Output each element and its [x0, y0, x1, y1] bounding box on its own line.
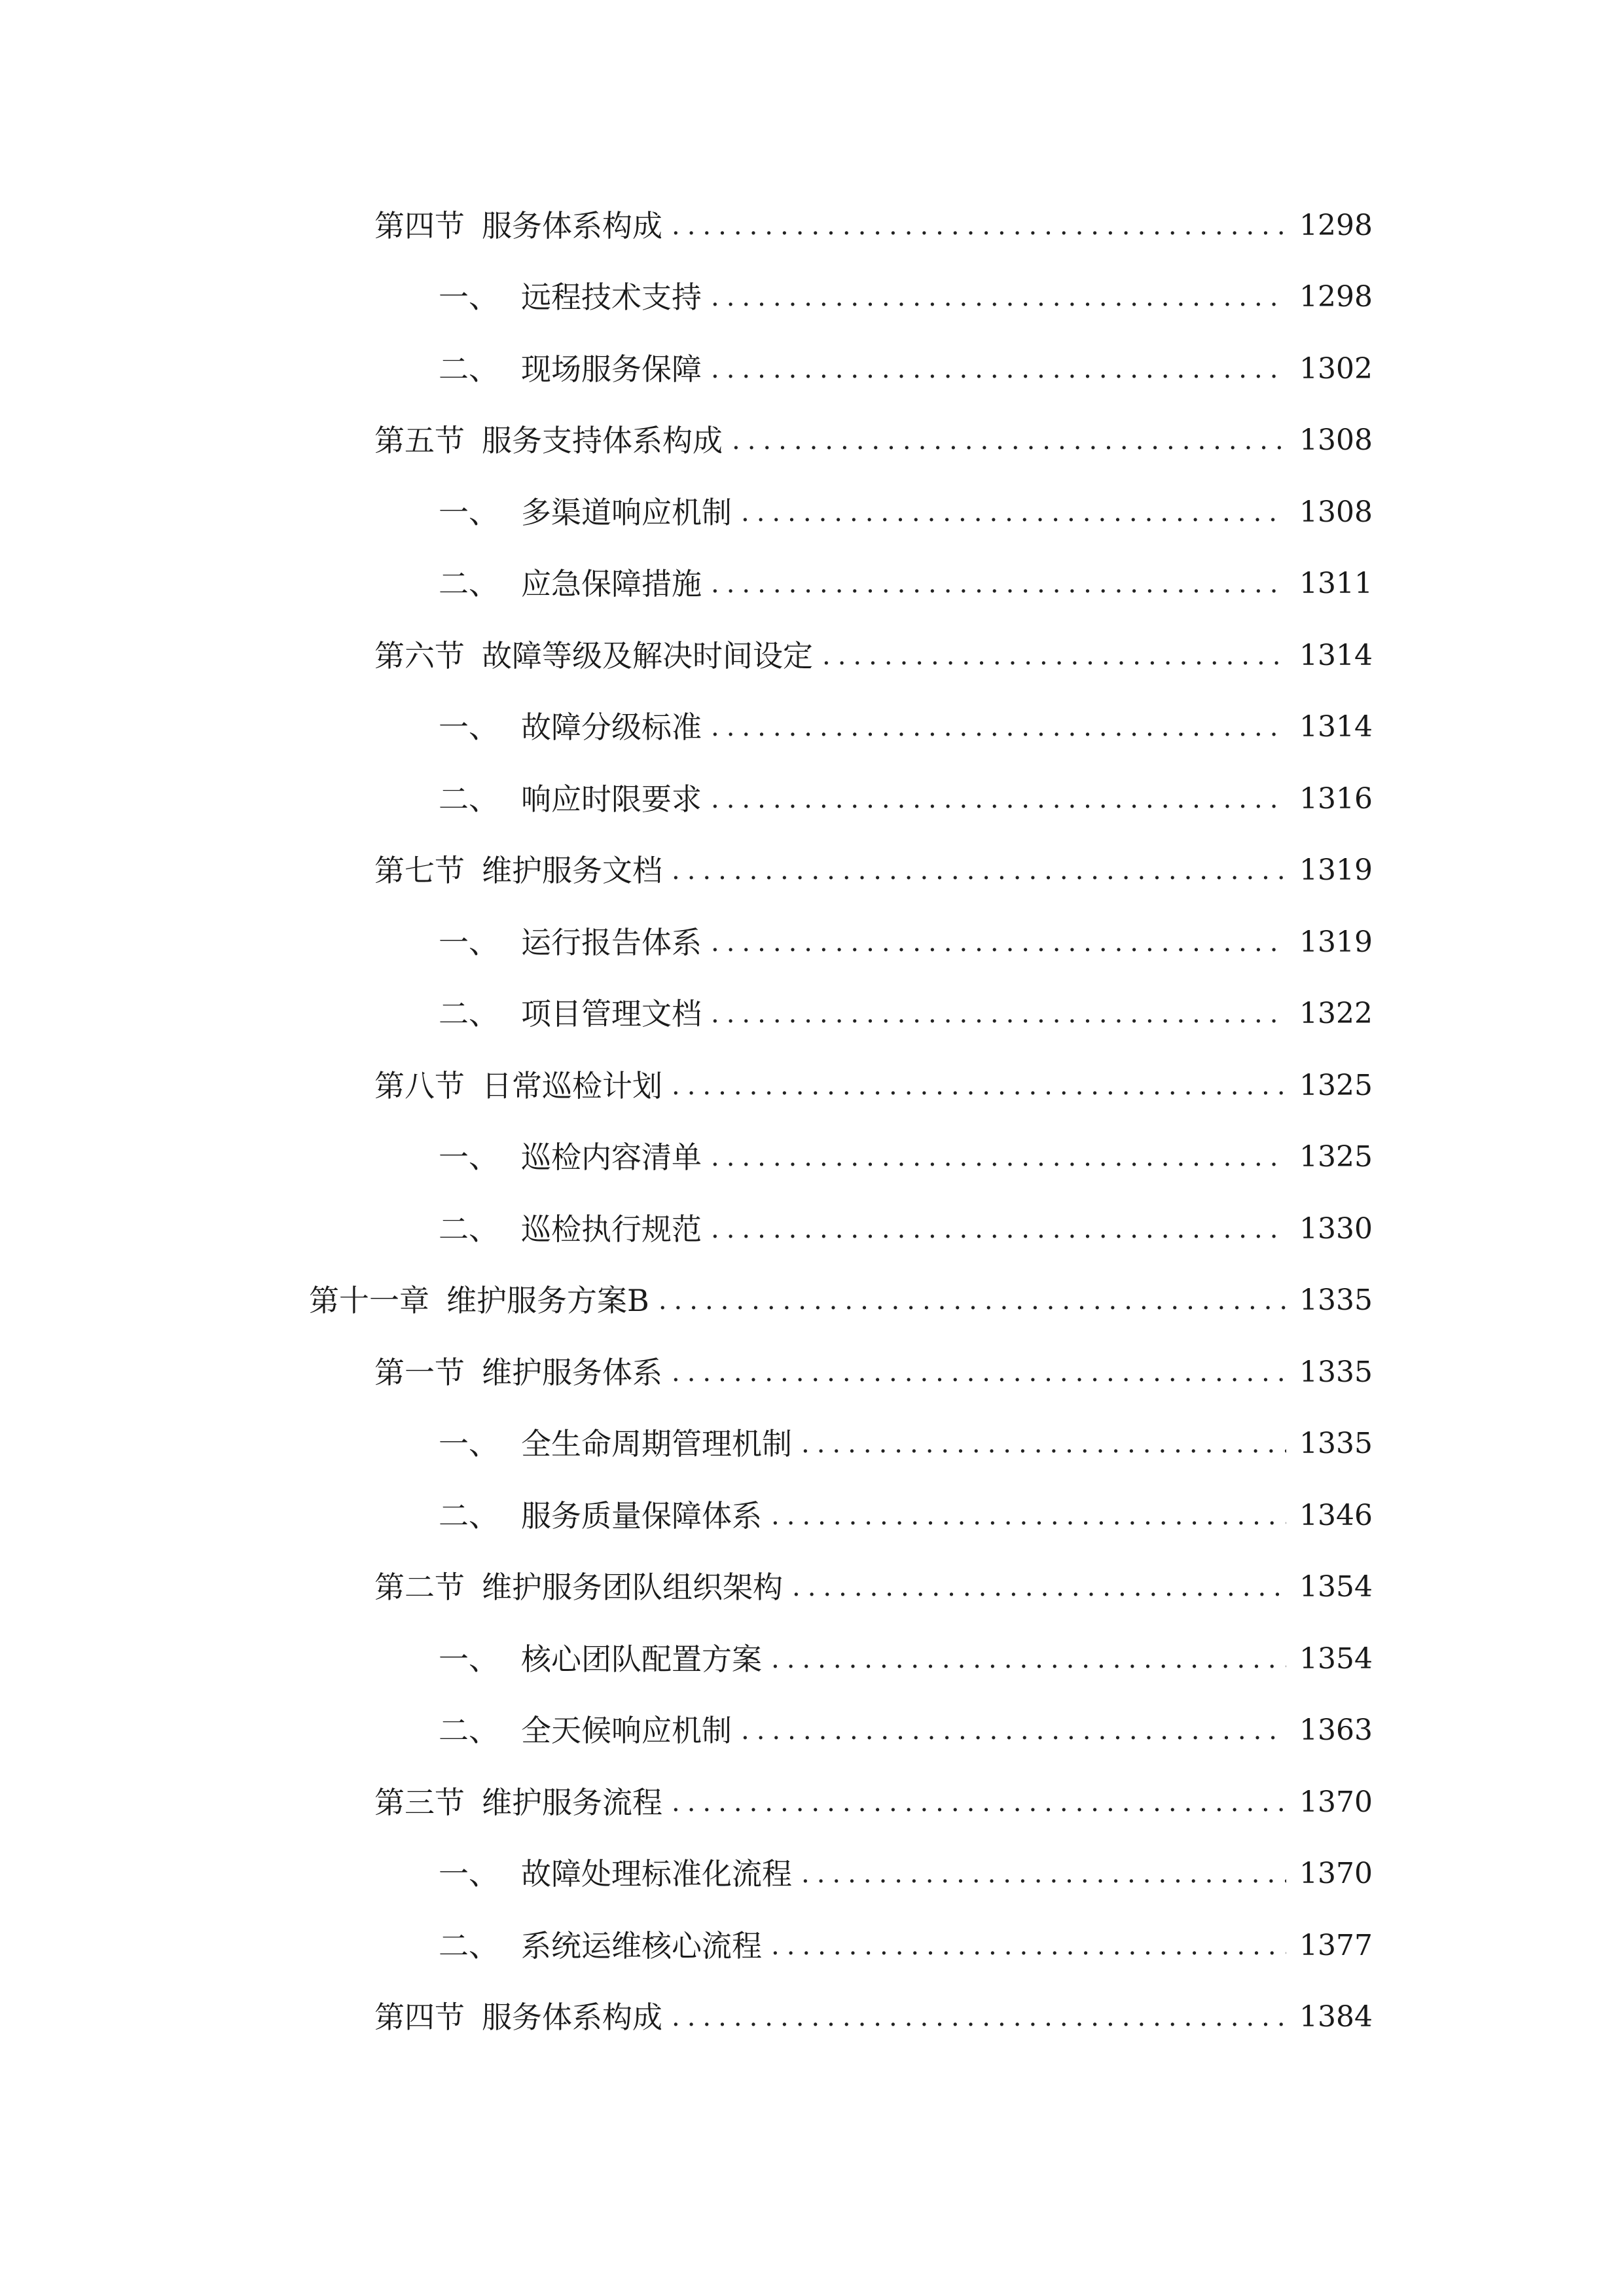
toc-entry-page-number: 1298 — [1299, 280, 1373, 314]
toc-entry-item[interactable] — [0, 476, 1624, 548]
dot-leader — [711, 1144, 1286, 1170]
toc-entry-page-number: 1335 — [1299, 1355, 1373, 1389]
toc-entry-title: 服务体系构成 — [482, 207, 662, 243]
dot-leader — [672, 2004, 1286, 2030]
dot-leader — [672, 1789, 1286, 1816]
toc-entry-title: 核心团队配置方案 — [521, 1641, 762, 1677]
toc-entry-section[interactable] — [0, 1982, 1624, 2054]
toc-entry-item[interactable] — [0, 1193, 1624, 1265]
toc-entry-section[interactable] — [0, 1050, 1624, 1122]
toc-entry-section[interactable] — [0, 1767, 1624, 1839]
toc-entry-page-number: 1330 — [1299, 1211, 1373, 1246]
toc-entry-title: 系统运维核心流程 — [521, 1928, 762, 1964]
toc-entry-page-number: 1322 — [1299, 997, 1373, 1031]
toc-entry-page-number: 1370 — [1299, 1785, 1373, 1819]
toc-entry-number: 二、 — [439, 351, 499, 387]
toc-entry-number: 二、 — [439, 1928, 499, 1964]
dot-leader — [659, 1287, 1286, 1314]
toc-entry-page-number: 1298 — [1299, 208, 1373, 242]
toc-entry-title: 日常巡检计划 — [482, 1067, 662, 1103]
toc-entry-page-number: 1314 — [1299, 710, 1373, 744]
toc-entry-page-number: 1354 — [1299, 1570, 1373, 1604]
toc-entry-number: 二、 — [439, 1498, 499, 1534]
dot-leader — [711, 1001, 1286, 1027]
toc-entry-number: 第四节 — [374, 207, 465, 243]
toc-entry-number: 一、 — [439, 1426, 499, 1462]
toc-entry-title: 巡检内容清单 — [521, 1139, 702, 1175]
dot-leader — [672, 1359, 1286, 1386]
toc-entry-page-number: 1319 — [1299, 853, 1373, 888]
toc-entry-page-number: 1311 — [1299, 567, 1373, 601]
toc-entry-section[interactable] — [0, 1552, 1624, 1624]
toc-entry-number: 第十一章 — [309, 1283, 429, 1319]
toc-entry-number: 一、 — [439, 494, 499, 530]
dot-leader — [792, 1574, 1286, 1600]
toc-entry-title: 项目管理文档 — [521, 996, 702, 1032]
toc-entry-number: 一、 — [439, 1139, 499, 1175]
toc-entry-item[interactable] — [0, 1408, 1624, 1480]
dot-leader — [711, 714, 1286, 740]
toc-entry-page-number: 1319 — [1299, 925, 1373, 959]
dot-leader — [711, 1216, 1286, 1242]
toc-entry-number: 一、 — [439, 1641, 499, 1677]
toc-entry-page-number: 1346 — [1299, 1498, 1373, 1532]
toc-entry-title: 故障分级标准 — [521, 709, 702, 745]
dot-leader — [741, 499, 1286, 526]
toc-entry-number: 一、 — [439, 1856, 499, 1892]
toc-entry-item[interactable] — [0, 763, 1624, 835]
toc-entry-section[interactable] — [0, 405, 1624, 477]
toc-entry-page-number: 1302 — [1299, 351, 1373, 386]
toc-entry-title: 响应时限要求 — [521, 781, 702, 817]
toc-entry-number: 第五节 — [374, 423, 465, 459]
dot-leader — [771, 1646, 1286, 1672]
toc-entry-number: 第七节 — [374, 853, 465, 889]
toc-entry-page-number: 1363 — [1299, 1713, 1373, 1748]
toc-entry-item[interactable] — [0, 692, 1624, 764]
dot-leader — [672, 1073, 1286, 1099]
toc-entry-title: 维护服务流程 — [482, 1784, 662, 1820]
toc-entry-title: 服务支持体系构成 — [482, 423, 723, 459]
toc-entry-page-number: 1316 — [1299, 781, 1373, 816]
dot-leader — [732, 427, 1286, 454]
toc-entry-page-number: 1377 — [1299, 1928, 1373, 1962]
toc-entry-title: 巡检执行规范 — [521, 1211, 702, 1247]
toc-entry-page-number: 1314 — [1299, 638, 1373, 672]
toc-entry-title: 全生命周期管理机制 — [521, 1426, 792, 1462]
toc-entry-title: 运行报告体系 — [521, 924, 702, 960]
dot-leader — [711, 356, 1286, 382]
toc-entry-title: 维护服务文档 — [482, 853, 662, 889]
toc-entry-page-number: 1335 — [1299, 1427, 1373, 1461]
toc-entry-chapter[interactable] — [0, 1265, 1624, 1337]
toc-entry-number: 二、 — [439, 1211, 499, 1247]
dot-leader — [711, 786, 1286, 812]
toc-entry-title: 现场服务保障 — [521, 351, 702, 387]
toc-entry-number: 二、 — [439, 1713, 499, 1749]
toc-entry-number: 一、 — [439, 709, 499, 745]
toc-entry-number: 第六节 — [374, 637, 465, 673]
toc-entry-item[interactable] — [0, 262, 1624, 334]
toc-entry-title: 全天候响应机制 — [521, 1713, 732, 1749]
toc-entry-item[interactable] — [0, 906, 1624, 978]
toc-entry-item[interactable] — [0, 1839, 1624, 1910]
toc-entry-number: 第八节 — [374, 1067, 465, 1103]
toc-entry-title: 维护服务方案B — [446, 1283, 649, 1319]
dot-leader — [771, 1503, 1286, 1529]
toc-entry-section[interactable] — [0, 620, 1624, 692]
toc-entry-number: 二、 — [439, 566, 499, 602]
toc-entry-number: 第二节 — [374, 1570, 465, 1605]
toc-entry-title: 服务体系构成 — [482, 2000, 662, 2036]
dot-leader — [741, 1717, 1286, 1744]
toc-entry-title: 应急保障措施 — [521, 566, 702, 602]
toc-entry-item[interactable] — [0, 978, 1624, 1050]
toc-entry-title: 服务质量保障体系 — [521, 1498, 762, 1534]
toc-entry-title: 远程技术支持 — [521, 279, 702, 315]
toc-entry-title: 维护服务体系 — [482, 1354, 662, 1390]
dot-leader — [711, 284, 1286, 310]
toc-entry-number: 一、 — [439, 924, 499, 960]
toc-entry-number: 一、 — [439, 279, 499, 315]
toc-entry-section[interactable] — [0, 190, 1624, 262]
toc-entry-section[interactable] — [0, 1336, 1624, 1408]
toc-entry-title: 故障处理标准化流程 — [521, 1856, 792, 1892]
toc-entry-title: 维护服务团队组织架构 — [482, 1570, 783, 1605]
toc-entry-number: 第四节 — [374, 2000, 465, 2036]
toc-entry-item[interactable] — [0, 1910, 1624, 1982]
toc-entry-item[interactable] — [0, 1623, 1624, 1695]
toc-entry-item[interactable] — [0, 1480, 1624, 1552]
toc-entry-item[interactable] — [0, 1695, 1624, 1767]
toc-entry-page-number: 1370 — [1299, 1857, 1373, 1891]
dot-leader — [822, 643, 1286, 669]
toc-entry-item[interactable] — [0, 333, 1624, 405]
toc-entry-number: 二、 — [439, 996, 499, 1032]
toc-entry-item[interactable] — [0, 1122, 1624, 1194]
toc-entry-title: 故障等级及解决时间设定 — [482, 637, 813, 673]
toc-entry-page-number: 1354 — [1299, 1641, 1373, 1676]
table-of-contents — [0, 190, 1624, 2053]
toc-entry-page-number: 1308 — [1299, 495, 1373, 529]
toc-entry-number: 第三节 — [374, 1784, 465, 1820]
toc-entry-title: 多渠道响应机制 — [521, 494, 732, 530]
toc-entry-section[interactable] — [0, 835, 1624, 907]
toc-entry-page-number: 1335 — [1299, 1283, 1373, 1318]
dot-leader — [672, 857, 1286, 884]
dot-leader — [801, 1861, 1286, 1887]
toc-entry-page-number: 1308 — [1299, 423, 1373, 457]
toc-entry-page-number: 1325 — [1299, 1068, 1373, 1102]
dot-leader — [711, 929, 1286, 956]
toc-entry-page-number: 1325 — [1299, 1140, 1373, 1174]
toc-entry-number: 二、 — [439, 781, 499, 817]
toc-entry-number: 第一节 — [374, 1354, 465, 1390]
dot-leader — [711, 571, 1286, 597]
toc-entry-page-number: 1384 — [1299, 2000, 1373, 2034]
dot-leader — [801, 1431, 1286, 1457]
dot-leader — [771, 1933, 1286, 1959]
toc-entry-item[interactable] — [0, 548, 1624, 620]
dot-leader — [672, 213, 1286, 239]
